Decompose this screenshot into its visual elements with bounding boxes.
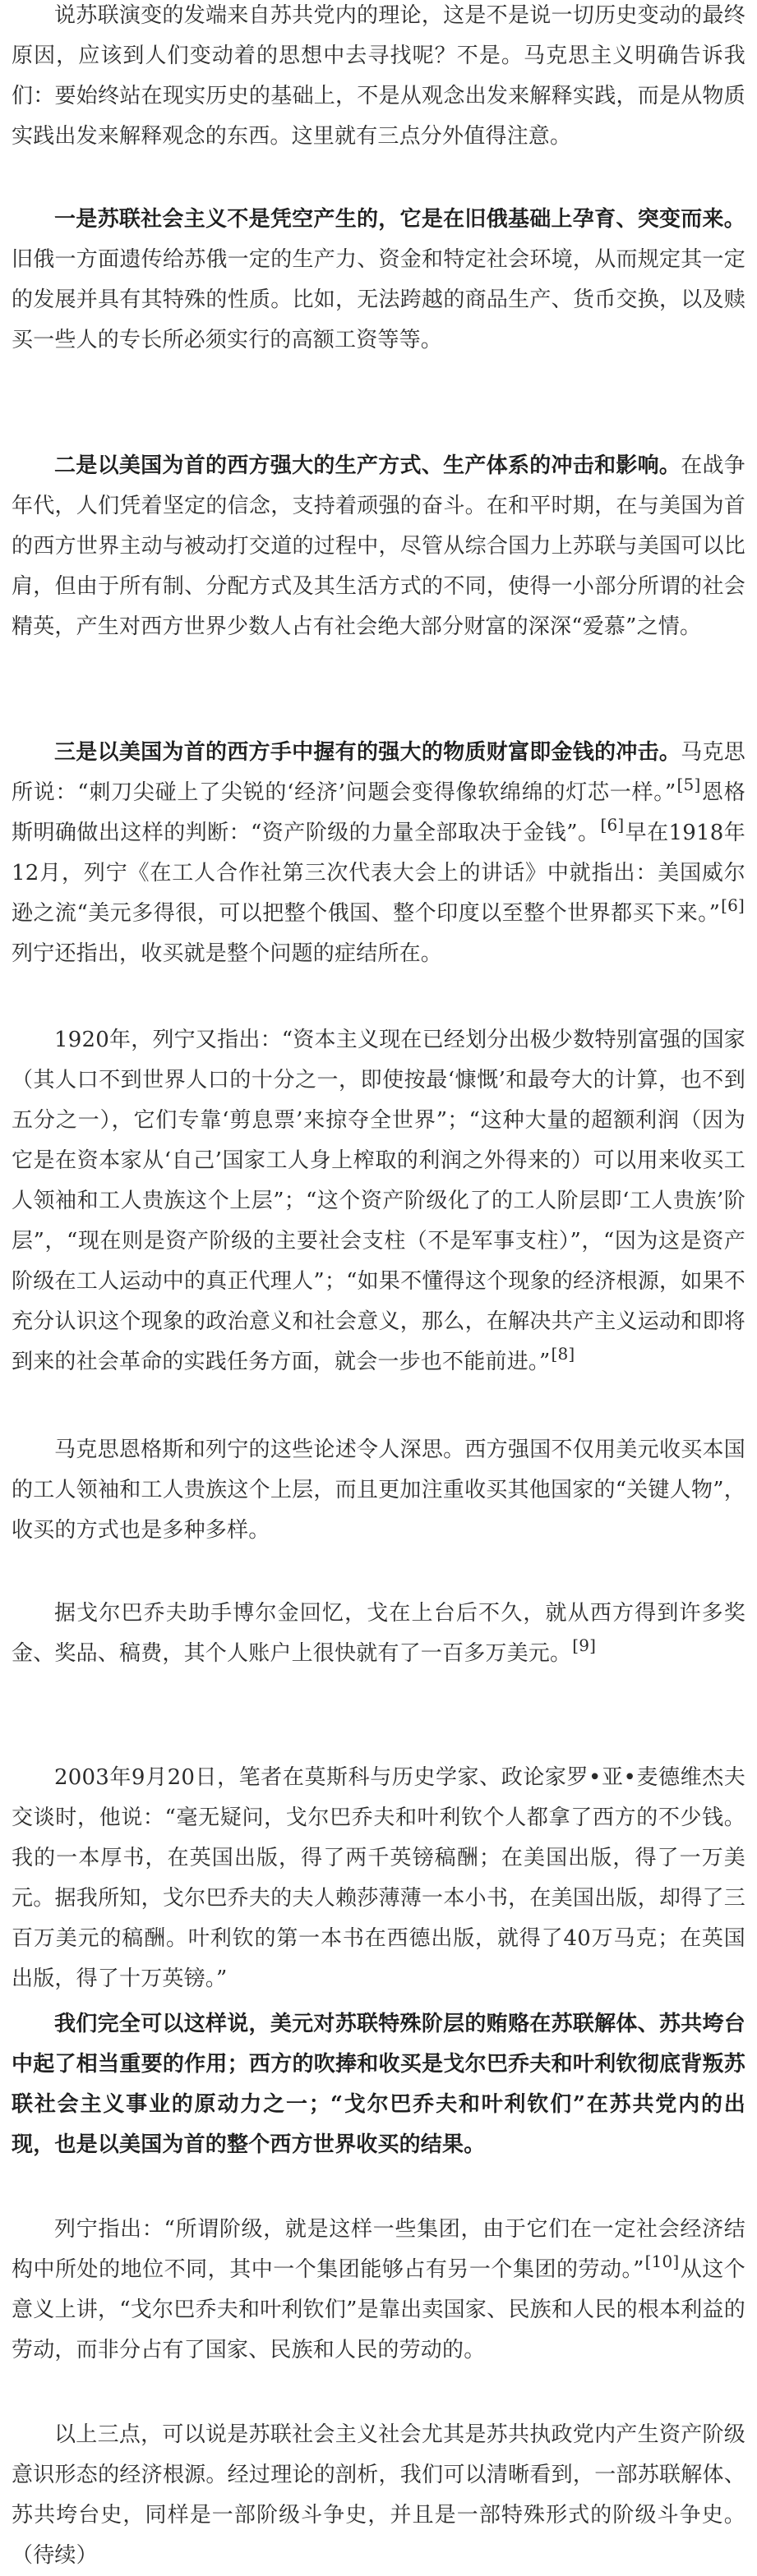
lenin-speech-quote: 早在1918年12月，列宁《在工人合作社第三次代表大会上的讲话》中就指出：美国威尔逊之流“美元多得很，可以把整个俄国、整个印度以至整个世界都买下来。” [12,821,745,926]
paragraph-conclusion-bold [12,2004,745,2165]
footnote-ref[interactable]: [6] [721,895,745,915]
footnote-ref[interactable]: [9] [572,1635,597,1655]
footnote-ref[interactable]: [8] [551,1344,575,1364]
lenin-1920-text: 1920年，列宁又指出：“资本主义现在已经划分出极少数特别富强的国家（其人口不到世界人口的十分之一，即使按最‘慷慨’和最夸大的计算，也不到五分之一），它们专靠‘剪息票’来掠夺全世界”；“这种大量的超额利润（因为它是在资本家从‘自己’国家工人身上榨取的利润之外得来的）可以用来收买工人领袖和工人贵族这个上层”；“这个资产阶级化了的工人阶层即‘工人贵族’阶层”，“现在则是资产阶级的主要社会支柱（不是军事支柱）”，“因为这是资产阶级在工人运动中的真正代理人”；“如果不懂得这个现象的经济根源，如果不充分认识这个现象的政治意义和社会意义，那么，在解决共产主义运动和即将到来的社会革命的实践任务方面，就会一步也不能前进。” [12,1028,745,1374]
paragraph-point-three [12,733,745,974]
paragraph-class-definition [12,2210,745,2371]
paragraph-lenin-1920 [12,1020,745,1382]
point-one-body: 旧俄一方面遗传给苏俄一定的生产力、资金和特定社会环境，从而规定其一定的发展并具有其特殊的性质。比如，无法跨越的商品生产、货币交换，以及赎买一些人的专长所必须实行的高额工资等等。 [12,247,745,352]
paragraph-point-one [12,200,745,361]
lenin-class-quote: 列宁指出：“所谓阶级，就是这样一些集团，由于它们在一定社会经济结构中所处的地位不同，其中一个集团能够占有另一个集团的劳动。” [12,2217,745,2282]
footnote-ref[interactable]: [10] [644,2252,680,2271]
class-analysis: 从这个意义上讲，“戈尔巴乔夫和叶利钦们”是靠出卖国家、民族和人民的根本利益的劳动，而非分占有了国家、民族和人民的劳动的。 [12,2257,745,2362]
point-one-heading: 一是苏联社会主义不是凭空产生的，它是在旧俄基础上孕育、突变而来。 [54,207,745,232]
boldin-text: 据戈尔巴乔夫助手博尔金回忆，戈在上台后不久，就从西方得到许多奖金、奖品、稿费，其个人账户上很快就有了一百多万美元。 [12,1601,745,1666]
paragraph-reflection: 马克思恩格斯和列宁的这些论述令人深思。西方强国不仅用美元收买本国的工人领袖和工人贵族这个上层，而且更加注重收买其他国家的“关键人物”，收买的方式也是多种多样。 [12,1438,745,1543]
paragraph-medvedev: 2003年9月20日，笔者在莫斯科与历史学家、政论家罗•亚•麦德维杰夫交谈时，他说：“毫无疑问，戈尔巴乔夫和叶利钦个人都拿了西方的不少钱。我的一本厚书，在英国出版，得了两千英镑稿酬；在美国出版，得了一万美元。据我所知，戈尔巴乔夫的夫人赖莎薄薄一本小书，在美国出版，却得了三百万美元的稿酬。叶利钦的第一本书在西德出版，就得了40万马克；在英国出版，得了十万英镑。” [12,1765,745,1991]
engels-quote: 恩格斯明确做出这样的判断：“资产阶级的力量全部取决于金钱”。 [12,780,745,845]
point-three-heading: 三是以美国为首的西方手中握有的强大的物质财富即金钱的冲击。 [54,740,681,765]
footnote-ref[interactable]: [6] [600,815,625,835]
footnote-ref[interactable]: [5] [676,775,701,794]
lenin-conclusion: 列宁还指出，收买就是整个问题的症结所在。 [12,941,443,966]
paragraph-summary: 以上三点，可以说是苏联社会主义社会尤其是苏共执政党内产生资产阶级意识形态的经济根源。经过理论的剖析，我们可以清晰看到，一部苏联解体、苏共垮台史，同样是一部阶级斗争史，并且是一部特殊形式的阶级斗争史。（待续） [12,2422,745,2568]
point-two-heading: 二是以美国为首的西方强大的生产方式、生产体系的冲击和影响。 [54,453,681,478]
conclusion-bold-text: 我们完全可以这样说，美元对苏联特殊阶层的贿赂在苏联解体、苏共垮台中起了相当重要的作用；西方的吹捧和收买是戈尔巴乔夫和叶利钦彻底背叛苏联社会主义事业的原动力之一；“戈尔巴乔夫和叶利钦们”在苏共党内的出现，也是以美国为首的整个西方世界收买的结果。 [12,2012,745,2157]
paragraph-boldin [12,1594,745,1674]
paragraph-point-two [12,446,745,647]
point-two-body: 在战争年代，人们凭着坚定的信念，支持着顽强的奋斗。在和平时期，在与美国为首的西方世界主动与被动打交道的过程中，尽管从综合国力上苏联与美国可以比肩，但由于所有制、分配方式及其生活方式的不同，使得一小部分所谓的社会精英，产生对西方世界少数人占有社会绝大部分财富的深深“爱慕”之情。 [12,453,745,639]
marx-quote: 马克思所说：“刺刀尖碰上了尖锐的‘经济’问题会变得像软绵绵的灯芯一样。” [12,740,745,805]
paragraph-intro: 说苏联演变的发端来自苏共党内的理论，这是不是说一切历史变动的最终原因，应该到人们变动着的思想中去寻找呢？不是。马克思主义明确告诉我们：要始终站在现实历史的基础上，不是从观念出发来解释实践，而是从物质实践出发来解释观念的东西。这里就有三点分外值得注意。 [12,3,745,149]
